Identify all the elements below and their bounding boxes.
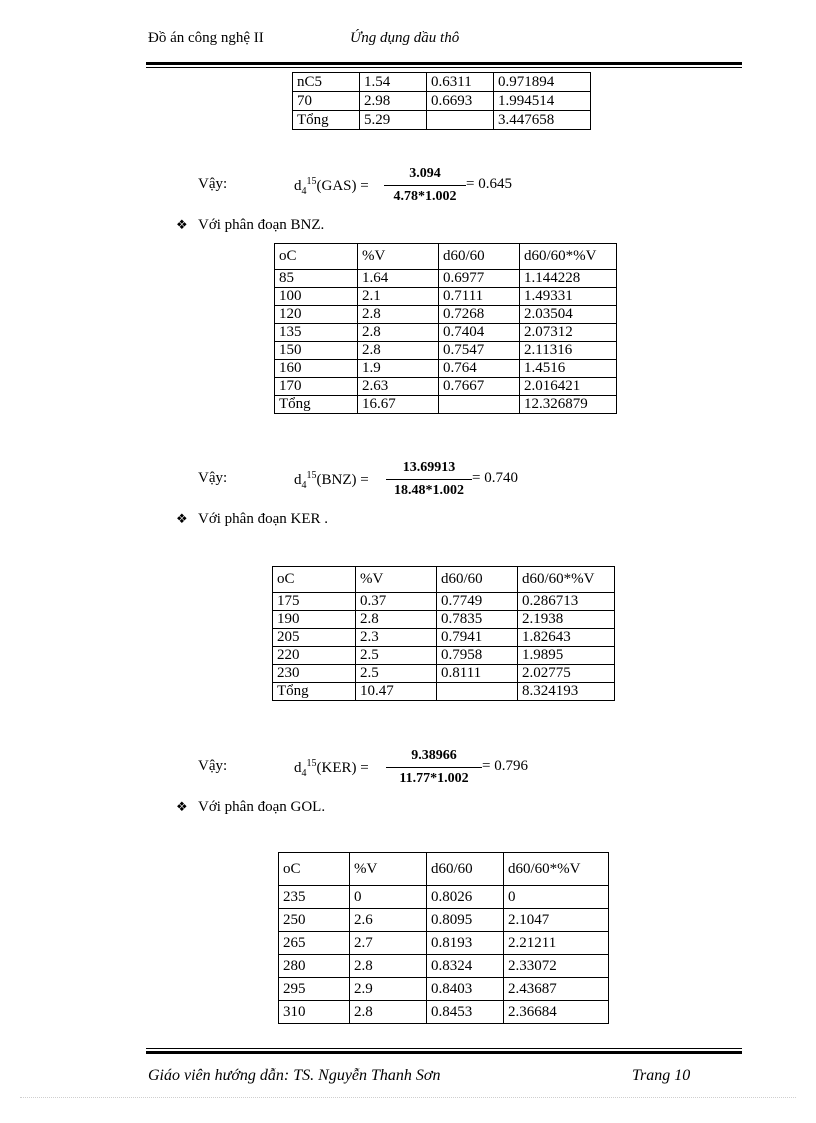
formula-bnz-lhs [294, 470, 369, 491]
formula-ker-d: d [294, 760, 302, 776]
table-cell: d60/60*%V [518, 567, 615, 593]
table-cell: 1.49331 [520, 288, 617, 306]
table-cell: %V [356, 567, 437, 593]
table-cell: 2.8 [350, 1001, 427, 1024]
table-cell: 2.5 [356, 647, 437, 665]
table-cell: 0 [350, 886, 427, 909]
bullet-gol-text: Với phân đoạn GOL. [198, 799, 326, 815]
table-cell: 2.8 [358, 342, 439, 360]
table-cell: d60/60 [427, 853, 504, 886]
header-rule-thin [146, 67, 742, 68]
table-cell: 310 [279, 1001, 350, 1024]
header-doc-title: Đồ án công nghệ II [148, 30, 264, 46]
header-section-title: Ứng dụng dầu thô [350, 30, 460, 46]
bullet-ker [176, 511, 328, 528]
table-cell: 190 [273, 611, 356, 629]
table-row [275, 378, 617, 396]
table-cell: 16.67 [358, 396, 439, 414]
formula-bnz-d: d [294, 472, 302, 488]
diamond-bullet-icon: ❖ [176, 511, 188, 526]
table-cell: 235 [279, 886, 350, 909]
table-cell: 2.1938 [518, 611, 615, 629]
formula-ker-sub: 4 [301, 768, 307, 779]
table-cell: 0.6311 [427, 73, 494, 92]
table-row [275, 270, 617, 288]
table-cell: 0.8403 [427, 978, 504, 1001]
formula-ker-denominator: 11.77*1.002 [399, 771, 469, 786]
table-cell: 2.9 [350, 978, 427, 1001]
ker-table [272, 566, 615, 701]
footer-rule-thin [146, 1048, 742, 1049]
table-header-row [275, 244, 617, 270]
table-cell: 2.1 [358, 288, 439, 306]
table-row [275, 324, 617, 342]
table-cell: d60/60*%V [520, 244, 617, 270]
table-row [279, 955, 609, 978]
formula-gas-name: (GAS) = [316, 178, 369, 194]
table-row [279, 909, 609, 932]
table-cell: 1.54 [360, 73, 427, 92]
table-cell: 1.64 [358, 270, 439, 288]
table-cell: 170 [275, 378, 358, 396]
formula-ker-result: = 0.796 [482, 758, 528, 774]
table-cell: 0.971894 [494, 73, 591, 92]
formula-gas-sup: 15 [306, 176, 317, 187]
table-cell: Tổng [275, 396, 358, 414]
table-cell: oC [273, 567, 356, 593]
table-cell: 0.8095 [427, 909, 504, 932]
formula-ker-numerator: 9.38966 [411, 748, 457, 763]
table-row [293, 111, 591, 130]
table-cell: 0.7941 [437, 629, 518, 647]
table-cell: 5.29 [360, 111, 427, 130]
table-cell: nC5 [293, 73, 360, 92]
table-cell: 0.7958 [437, 647, 518, 665]
header-rule-thick [146, 62, 742, 65]
table-row [275, 342, 617, 360]
table-cell: %V [350, 853, 427, 886]
table-cell: 100 [275, 288, 358, 306]
formula-bnz-numerator: 13.69913 [402, 460, 456, 475]
footer-rule-thick [146, 1051, 742, 1054]
table-cell: d60/60*%V [504, 853, 609, 886]
table-row [279, 886, 609, 909]
formula-gas-d: d [294, 178, 302, 194]
formula-gas-numerator: 3.094 [409, 166, 441, 181]
table-cell: 2.8 [350, 955, 427, 978]
table-cell: 2.11316 [520, 342, 617, 360]
table-row [273, 665, 615, 683]
formula-bnz-sup: 15 [306, 470, 317, 481]
table-cell: 2.33072 [504, 955, 609, 978]
table-cell: 2.3 [356, 629, 437, 647]
table-header-row [279, 853, 609, 886]
table-cell: 0.8111 [437, 665, 518, 683]
bnz-table [274, 243, 617, 414]
table-cell: 12.326879 [520, 396, 617, 414]
table-cell: 220 [273, 647, 356, 665]
formula-gas-lhs [294, 176, 369, 197]
table-row [275, 360, 617, 378]
table-cell: 1.994514 [494, 92, 591, 111]
table-cell: 0.7111 [439, 288, 520, 306]
table-cell: 2.98 [360, 92, 427, 111]
table-cell: 2.8 [356, 611, 437, 629]
table-cell: 120 [275, 306, 358, 324]
table-cell: 2.016421 [520, 378, 617, 396]
table-cell: 0.8324 [427, 955, 504, 978]
table-cell: 0 [504, 886, 609, 909]
table-cell: 1.9 [358, 360, 439, 378]
formula-ker-fraction-bar [386, 767, 482, 768]
table-cell: 2.43687 [504, 978, 609, 1001]
table-cell: 230 [273, 665, 356, 683]
gol-table [278, 852, 609, 1024]
page-edge-dotted-line [20, 1097, 796, 1098]
formula-ker-lhs [294, 758, 369, 779]
table-cell: 0.764 [439, 360, 520, 378]
table-row [293, 92, 591, 111]
table-row [273, 647, 615, 665]
table-cell: 0.8026 [427, 886, 504, 909]
table-cell: 85 [275, 270, 358, 288]
table-cell: 2.36684 [504, 1001, 609, 1024]
table-cell: d60/60 [439, 244, 520, 270]
table-cell: 135 [275, 324, 358, 342]
formula-ker-vay: Vậy: [198, 758, 228, 774]
table-cell: 0.6693 [427, 92, 494, 111]
table-row [275, 288, 617, 306]
formula-gas-result: = 0.645 [466, 176, 512, 192]
table-row [279, 1001, 609, 1024]
table-cell: 10.47 [356, 683, 437, 701]
bullet-gol [176, 799, 325, 816]
table-cell: %V [358, 244, 439, 270]
table-cell: 2.07312 [520, 324, 617, 342]
table-cell: 2.63 [358, 378, 439, 396]
diamond-bullet-icon: ❖ [176, 799, 188, 814]
formula-bnz-result: = 0.740 [472, 470, 518, 486]
table-row [273, 611, 615, 629]
formula-bnz-vay: Vậy: [198, 470, 228, 486]
table-cell [439, 396, 520, 414]
table-cell: 1.82643 [518, 629, 615, 647]
table-cell: 0.8193 [427, 932, 504, 955]
table-cell: 2.1047 [504, 909, 609, 932]
formula-gas-denominator: 4.78*1.002 [393, 189, 457, 204]
table-cell: 2.8 [358, 306, 439, 324]
table-cell: 2.7 [350, 932, 427, 955]
table-cell: 2.02775 [518, 665, 615, 683]
table-cell: oC [275, 244, 358, 270]
table-cell: 2.8 [358, 324, 439, 342]
table-cell [437, 683, 518, 701]
table-cell: 70 [293, 92, 360, 111]
bullet-bnz [176, 217, 324, 234]
bullet-bnz-text: Với phân đoạn BNZ. [198, 217, 325, 233]
table-cell: 0.7667 [439, 378, 520, 396]
table-row [279, 978, 609, 1001]
table-cell: Tổng [293, 111, 360, 130]
formula-ker-sup: 15 [306, 758, 317, 769]
table-cell: 150 [275, 342, 358, 360]
formula-gas-vay: Vậy: [198, 176, 228, 192]
formula-gas-fraction-bar [384, 185, 466, 186]
diamond-bullet-icon: ❖ [176, 217, 188, 232]
table-row [279, 932, 609, 955]
table-row [293, 73, 591, 92]
table-cell: 205 [273, 629, 356, 647]
table-cell: 3.447658 [494, 111, 591, 130]
formula-ker-name: (KER) = [316, 760, 369, 776]
table-cell: oC [279, 853, 350, 886]
table-row [273, 593, 615, 611]
table-cell: 160 [275, 360, 358, 378]
table-row [273, 683, 615, 701]
table-cell: Tổng [273, 683, 356, 701]
table-row [275, 396, 617, 414]
table-cell: 1.144228 [520, 270, 617, 288]
table-cell: 8.324193 [518, 683, 615, 701]
table-cell: 0.7835 [437, 611, 518, 629]
table-row [275, 306, 617, 324]
gas-table [292, 72, 591, 130]
table-cell: 1.4516 [520, 360, 617, 378]
footer-page-number: Trang 10 [632, 1067, 691, 1084]
table-row [273, 629, 615, 647]
table-cell: 175 [273, 593, 356, 611]
table-cell: 250 [279, 909, 350, 932]
formula-bnz-denominator: 18.48*1.002 [394, 483, 464, 498]
table-cell: d60/60 [437, 567, 518, 593]
footer-advisor: Giáo viên hướng dẫn: TS. Nguyễn Thanh Sơn [148, 1067, 441, 1084]
table-cell: 0.7547 [439, 342, 520, 360]
formula-gas-sub: 4 [301, 186, 307, 197]
table-cell: 265 [279, 932, 350, 955]
table-cell: 0.286713 [518, 593, 615, 611]
table-cell: 0.7268 [439, 306, 520, 324]
bullet-ker-text: Với phân đoạn KER . [198, 511, 328, 527]
table-cell: 0.7404 [439, 324, 520, 342]
table-cell: 1.9895 [518, 647, 615, 665]
table-header-row [273, 567, 615, 593]
table-cell: 0.8453 [427, 1001, 504, 1024]
table-cell: 2.03504 [520, 306, 617, 324]
table-cell: 295 [279, 978, 350, 1001]
table-cell: 2.5 [356, 665, 437, 683]
formula-bnz-name: (BNZ) = [316, 472, 369, 488]
table-cell: 280 [279, 955, 350, 978]
table-cell: 0.37 [356, 593, 437, 611]
table-cell: 2.21211 [504, 932, 609, 955]
formula-bnz-sub: 4 [301, 480, 307, 491]
table-cell [427, 111, 494, 130]
table-cell: 0.6977 [439, 270, 520, 288]
table-cell: 2.6 [350, 909, 427, 932]
formula-bnz-fraction-bar [386, 479, 472, 480]
table-cell: 0.7749 [437, 593, 518, 611]
